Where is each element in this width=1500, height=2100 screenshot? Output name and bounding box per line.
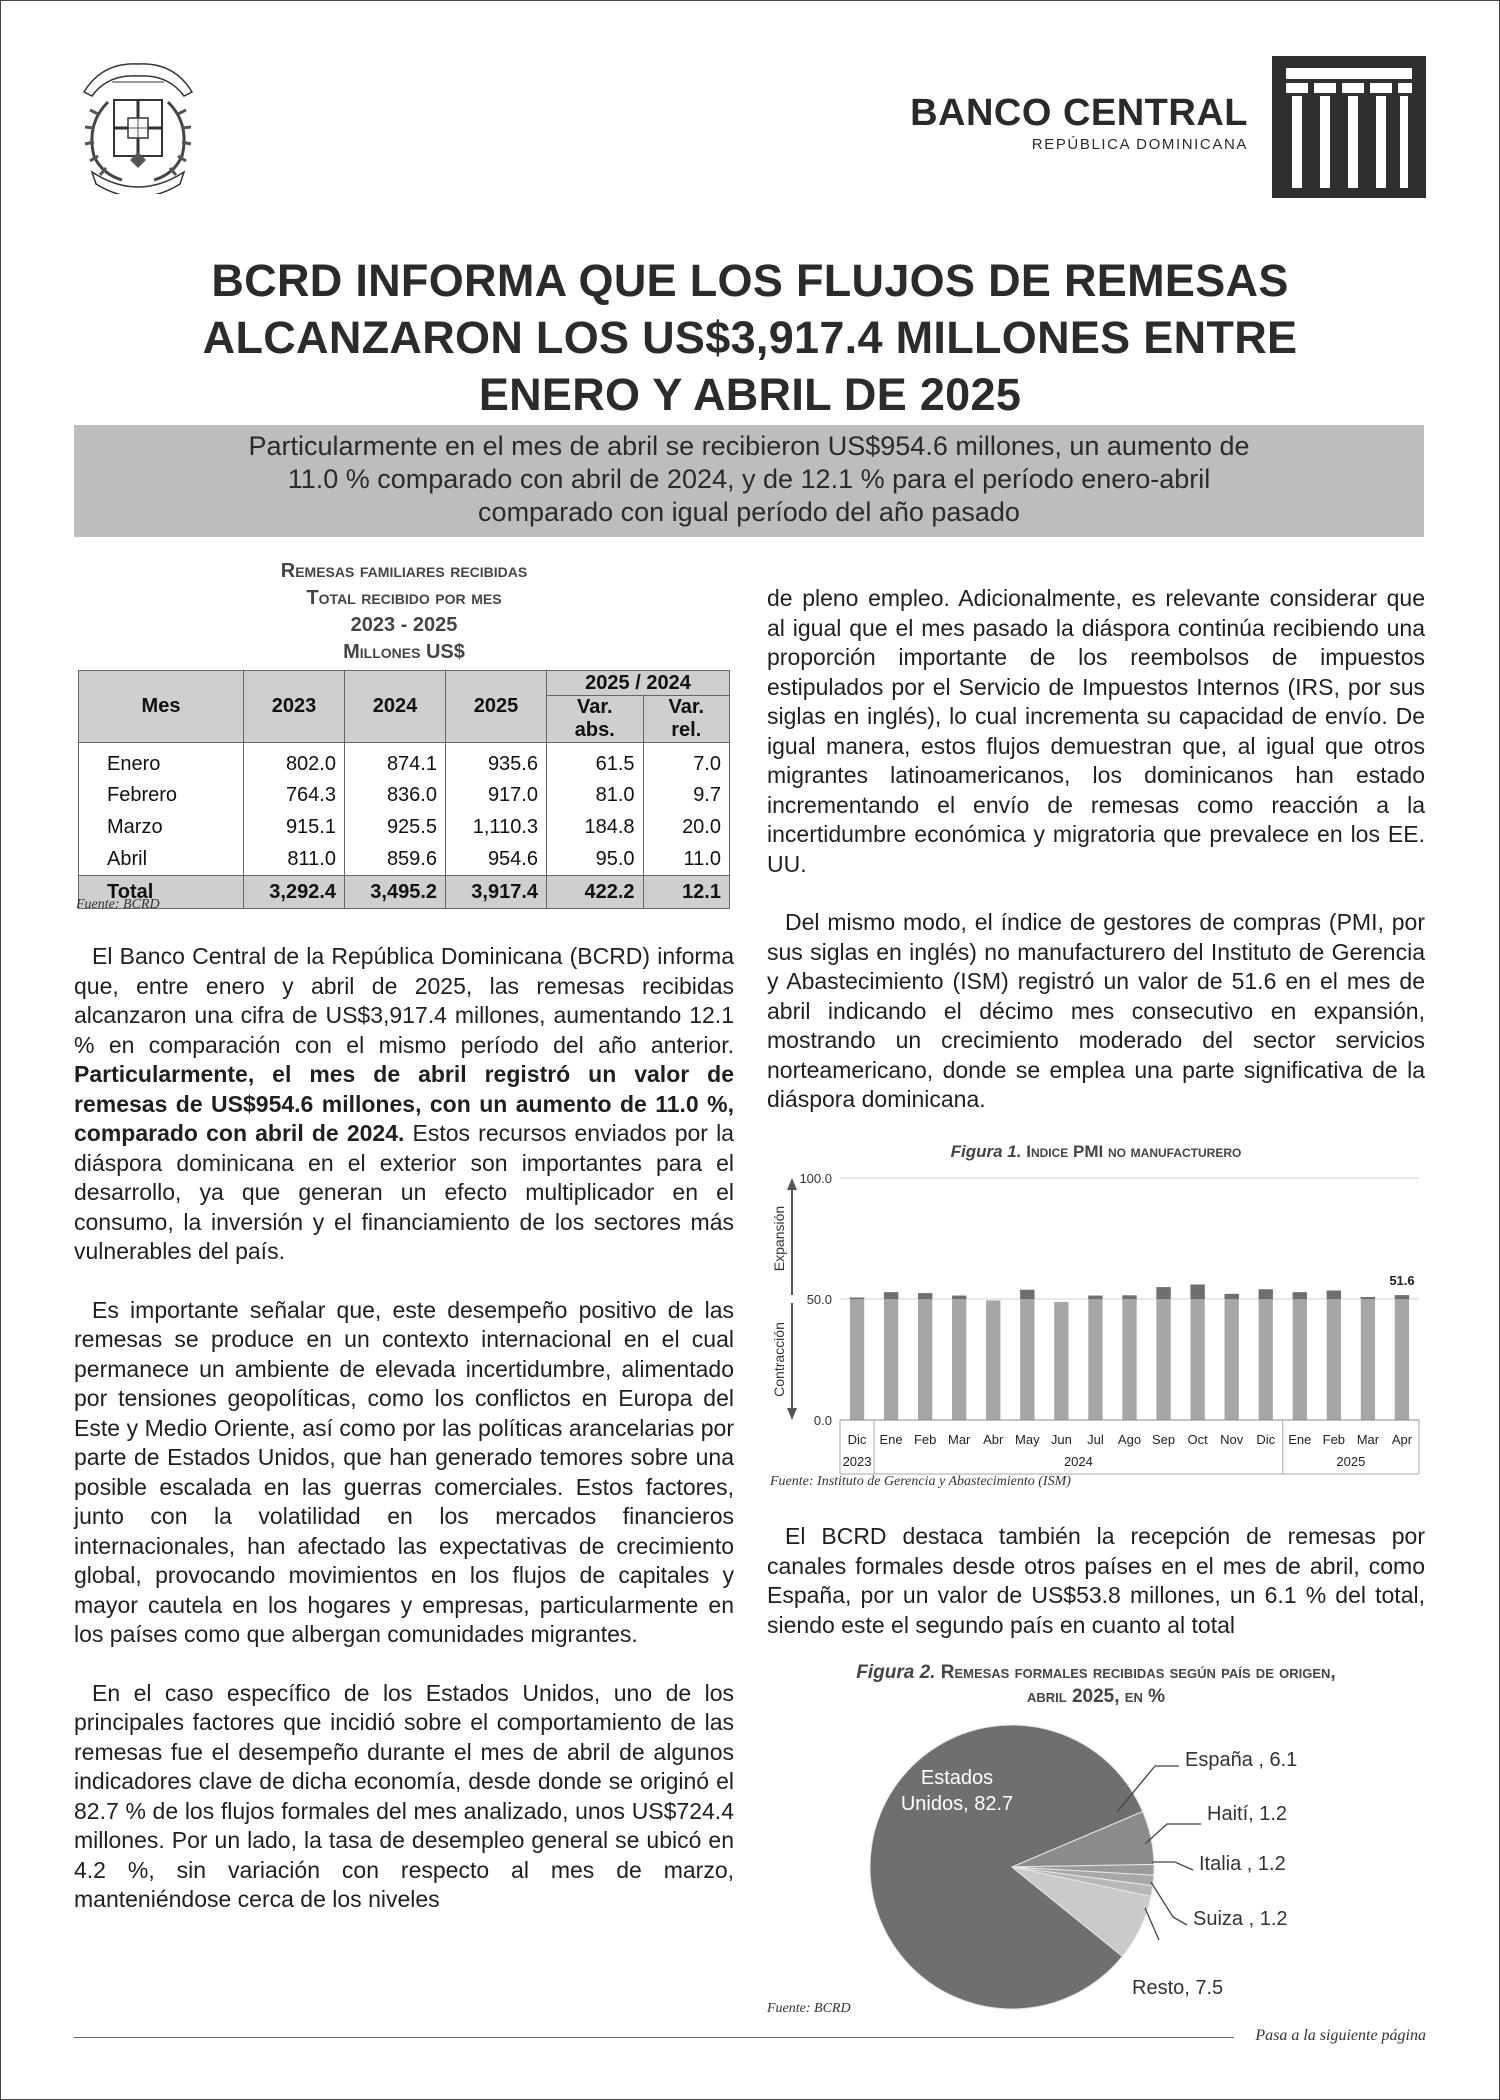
table-title-4: Millones US$ — [343, 641, 465, 663]
national-seal-icon — [72, 52, 204, 194]
bar — [884, 1292, 898, 1420]
table-row — [79, 811, 730, 843]
cell-var-rel: 12.1 — [643, 876, 729, 909]
cell-2024: 874.1 — [345, 743, 446, 780]
col-header-mes: Mes — [79, 671, 244, 743]
bar — [1225, 1294, 1239, 1420]
figure-2-name-line-1: Remesas formales recibidas según país de origen, — [940, 1662, 1336, 1683]
cell-mes: Febrero — [79, 779, 244, 811]
table-row — [79, 743, 730, 780]
cell-var-rel: 11.0 — [643, 843, 729, 876]
text-run: Estos recursos enviados por la diáspora dominicana en el exterior son importantes para el desarrollo, ya que generan un efecto multiplicador en el consumo, la inversión y el financiamiento de los sectores más vulnerables del país. — [74, 1120, 734, 1264]
x-tick-label: Dic — [847, 1432, 867, 1447]
contraction-label: Contracción — [771, 1322, 787, 1397]
bar-expansion-segment — [1361, 1297, 1375, 1299]
cell-2024: 3,495.2 — [345, 876, 446, 909]
x-tick-label: Ago — [1117, 1432, 1142, 1447]
subheadline-line-3: comparado con igual período del año pasado — [478, 497, 1020, 527]
x-tick-label: Sep — [1151, 1432, 1176, 1447]
y-tick-label: 50.0 — [806, 1292, 832, 1307]
slice-label: España , 6.1 — [1185, 1749, 1298, 1771]
paragraph: En el caso específico de los Estados Unidos, uno de los principales factores que incidió sobre el comportamiento de las remesas fue el desempeño durante el mes de abril de algunos indicadores clave de dicha economía, desde donde se originó el 82.7 % de los flujos formales del mes analizado, unos US$724.4 millones. Por un lado, la tasa de desempleo general se ubicó en 4.2 %, sin variación con respecto al mes de marzo, manteniéndose cerca de los niveles — [74, 1679, 734, 1912]
leader-line — [1145, 1824, 1201, 1844]
slice-label: Italia , 1.2 — [1199, 1853, 1286, 1875]
bar — [1190, 1284, 1204, 1420]
paragraph: Es importante señalar que, este desempeño positivo de las remesas se produce en un contexto internacional en el cual permanece un ambiente de elevada incertidumbre, alimentado por tensiones geopolíticas, como los conflictos en Europa del Este y Medio Oriente, así como por las políticas arancelarias por parte de Estados Unidos, que han generado temores sobre una posible escalada en las guerras comerciales. Estos factores, junto con la volatilidad en los mercados financieros internacionales, han afectado las expectativas de crecimiento global, provocando movimientos en los flujos de capitales y mayor cautela en los hogares y empresas, particularmente en los países como que albergan comunidades migrantes. — [74, 1296, 734, 1647]
brand-title: BANCO CENTRAL — [910, 92, 1248, 134]
cell-var-abs: 61.5 — [547, 743, 644, 780]
bar-expansion-segment — [1395, 1295, 1409, 1299]
subheadline-box — [74, 425, 1424, 537]
contraction-arrowhead — [787, 1408, 797, 1420]
cell-2025: 3,917.4 — [446, 876, 547, 909]
table-title-1: Remesas familiares recibidas — [280, 560, 528, 582]
x-tick-label: Jun — [1050, 1432, 1072, 1447]
headline-line-1: BCRD INFORMA QUE LOS FLUJOS DE REMESAS — [211, 255, 1289, 306]
cell-2025: 917.0 — [446, 779, 547, 811]
table-title-3: 2023 - 2025 — [350, 614, 458, 636]
cell-2023: 915.1 — [244, 811, 345, 843]
headline — [70, 252, 1430, 423]
bar-expansion-segment — [1259, 1289, 1273, 1299]
y-tick-label: 0.0 — [813, 1413, 832, 1428]
pmi-bar-chart — [764, 1168, 1426, 1478]
x-tick-label: Dic — [1256, 1432, 1276, 1447]
text-run: El Banco Central de la República Dominicana (BCRD) informa que, entre enero y abril de 2025, las remesas recibidas alcanzaron una cifra de US$3,917.4 millones, aumentando 12.1 % en comparación con el mismo período del año anterior. — [74, 943, 734, 1058]
bar — [1361, 1297, 1375, 1420]
bar-expansion-segment — [1225, 1294, 1239, 1299]
leader-line — [1145, 1908, 1159, 1940]
x-tick-label: Abr — [983, 1432, 1004, 1447]
cell-2023: 811.0 — [244, 843, 345, 876]
figure-1-source: Fuente: Instituto de Gerencia y Abastecimiento (ISM) — [770, 1474, 1071, 1489]
year-group-label: 2023 — [842, 1454, 872, 1469]
cell-var-rel: 7.0 — [643, 743, 729, 780]
cell-var-rel: 20.0 — [643, 811, 729, 843]
table-row — [79, 779, 730, 811]
figure-1-title — [767, 1142, 1425, 1162]
y-tick-label: 100.0 — [799, 1171, 832, 1186]
brand-subtitle: REPÚBLICA DOMINICANA — [1031, 136, 1248, 153]
subheadline-line-1: Particularmente en el mes de abril se recibieron US$954.6 millones, un aumento de — [248, 431, 1250, 461]
left-column-text — [74, 942, 734, 1915]
x-tick-label: Ene — [1288, 1432, 1312, 1447]
text-run-bold: Particularmente, el mes de abril registró un valor de remesas de US$954.6 millones, con un aumento de 11.0 %, comparado con abril de 2024. — [74, 1061, 734, 1146]
bar — [1293, 1292, 1307, 1420]
cell-var-rel: 9.7 — [643, 779, 729, 811]
figure-2-prefix: Figura 2. — [856, 1662, 936, 1683]
col-header-2024: 2024 — [345, 671, 446, 743]
paragraph: de pleno empleo. Adicionalmente, es relevante considerar que al igual que el mes pasado la diáspora continúa recibiendo una proporción importante de los reembolsos de impuestos estipulados por el Servicio de Impuestos Internos (IRS, por sus siglas en inglés), lo cual incrementa su capacidad de envío. De igual manera, estos flujos demuestran que, al igual que otros migrantes latinoamericanos, los dominicanos han estado incrementando el envío de remesas como reacción a la incertidumbre económica y migratoria que prevalece en los EE. UU. — [767, 585, 1425, 877]
cell-2025: 935.6 — [446, 743, 547, 780]
year-group-label: 2025 — [1336, 1454, 1366, 1469]
figure-2-title — [767, 1661, 1425, 1709]
x-tick-label: Apr — [1391, 1432, 1413, 1447]
bar-expansion-segment — [1293, 1292, 1307, 1299]
figure-2-name-line-2: abril 2025, en % — [1026, 1686, 1166, 1707]
cell-mes: Abril — [79, 843, 244, 876]
slice-label: Estados — [920, 1767, 994, 1789]
leader-line — [1151, 1882, 1187, 1925]
bar — [1088, 1296, 1102, 1420]
bar — [1395, 1295, 1409, 1420]
expansion-arrowhead — [787, 1178, 797, 1190]
col-header-var-abs: Var. abs. — [547, 696, 644, 743]
bar — [1259, 1289, 1273, 1420]
bar-expansion-segment — [1156, 1287, 1170, 1299]
cell-var-abs: 95.0 — [547, 843, 644, 876]
headline-line-2: ALCANZARON LOS US$3,917.4 MILLONES ENTRE — [202, 312, 1298, 363]
expansion-label: Expansión — [771, 1205, 787, 1272]
bar — [986, 1300, 1000, 1420]
col-header-2025: 2025 — [446, 671, 547, 743]
banco-central-logo-icon — [1272, 56, 1426, 198]
right-column-text — [767, 584, 1425, 1115]
slice-label: Suiza , 1.2 — [1193, 1908, 1288, 1930]
bar-expansion-segment — [1190, 1284, 1204, 1299]
cell-2024: 925.5 — [345, 811, 446, 843]
x-tick-label: Oct — [1187, 1432, 1208, 1447]
cell-2023: 802.0 — [244, 743, 345, 780]
bar-expansion-segment — [918, 1293, 932, 1299]
bar — [1122, 1295, 1136, 1420]
bar — [918, 1293, 932, 1420]
x-tick-label: Ene — [879, 1432, 903, 1447]
figure-2-source: Fuente: BCRD — [767, 2001, 851, 2016]
cell-mes: Enero — [79, 743, 244, 780]
cell-2024: 836.0 — [345, 779, 446, 811]
remesas-table — [78, 670, 730, 909]
table-row — [79, 843, 730, 876]
x-tick-label: Mar — [948, 1432, 971, 1447]
x-tick-label: May — [1015, 1432, 1040, 1447]
cell-2025: 1,110.3 — [446, 811, 547, 843]
subheadline-line-2: 11.0 % comparado con abril de 2024, y de 12.1 % para el período enero-abril — [287, 464, 1211, 494]
cell-var-abs: 422.2 — [547, 876, 644, 909]
next-page-note: Pasa a la siguiente página — [1255, 2027, 1426, 2044]
cell-mes: Marzo — [79, 811, 244, 843]
figure-1-name: Indice PMI no manufacturero — [1026, 1142, 1242, 1161]
cell-2025: 954.6 — [446, 843, 547, 876]
bar-expansion-segment — [1020, 1290, 1034, 1299]
x-tick-label: Nov — [1220, 1432, 1244, 1447]
remesas-pie-chart — [767, 1712, 1427, 2012]
col-header-var-rel: Var. rel. — [643, 696, 729, 743]
figure-1-prefix: Figura 1. — [950, 1142, 1022, 1161]
slice-label: Haití, 1.2 — [1207, 1803, 1288, 1825]
x-tick-label: Mar — [1356, 1432, 1380, 1447]
table-total-row — [79, 876, 730, 909]
right-column-text-2 — [767, 1522, 1425, 1640]
col-header-group: 2025 / 2024 — [547, 671, 730, 696]
data-label: 51.6 — [1389, 1273, 1415, 1289]
leader-line — [1152, 1862, 1193, 1870]
year-group-label: 2024 — [1063, 1454, 1093, 1469]
x-tick-label: Feb — [1322, 1432, 1346, 1447]
bar — [850, 1298, 864, 1420]
bar-expansion-segment — [884, 1292, 898, 1299]
headline-line-3: ENERO Y ABRIL DE 2025 — [478, 369, 1022, 420]
x-tick-label: Jul — [1087, 1432, 1104, 1447]
cell-2024: 859.6 — [345, 843, 446, 876]
cell-var-abs: 184.8 — [547, 811, 644, 843]
bar — [1327, 1291, 1341, 1420]
x-tick-label: Feb — [913, 1432, 937, 1447]
slice-label: Resto, 7.5 — [1132, 1977, 1224, 1999]
table-title-2: Total recibido por mes — [306, 587, 502, 609]
bar-expansion-segment — [850, 1298, 864, 1299]
cell-2023: 3,292.4 — [244, 876, 345, 909]
bar — [1156, 1287, 1170, 1420]
bar-expansion-segment — [1327, 1291, 1341, 1299]
paragraph: Del mismo modo, el índice de gestores de compras (PMI, por sus siglas en inglés) no manufacturero del Instituto de Gerencia y Abastecimiento (ISM) registró un valor de 51.6 en el mes de abril indicando el décimo mes consecutivo en expansión, mostrando un crecimiento moderado del sector servicios norteamericano, donde se emplea una parte significativa de la diáspora dominicana. — [767, 909, 1425, 1112]
col-header-2023: 2023 — [244, 671, 345, 743]
bar-expansion-segment — [1088, 1296, 1102, 1299]
cell-2023: 764.3 — [244, 779, 345, 811]
bar-expansion-segment — [1122, 1295, 1136, 1299]
slice-label: Unidos, 82.7 — [900, 1793, 1014, 1815]
cell-mes: Total — [79, 876, 244, 909]
bar-expansion-segment — [952, 1296, 966, 1299]
table-title — [74, 558, 734, 666]
paragraph — [74, 942, 734, 1267]
table-source: Fuente: BCRD — [76, 897, 160, 912]
cell-var-abs: 81.0 — [547, 779, 644, 811]
paragraph: El BCRD destaca también la recepción de remesas por canales formales desde otros países en el mes de abril, como España, por un valor de US$53.8 millones, un 6.1 % del total, siendo este el segundo país en cuanto al total — [767, 1523, 1425, 1638]
bar — [952, 1296, 966, 1420]
bar — [1054, 1302, 1068, 1420]
bar — [1020, 1290, 1034, 1420]
footer-divider — [74, 2037, 1234, 2038]
